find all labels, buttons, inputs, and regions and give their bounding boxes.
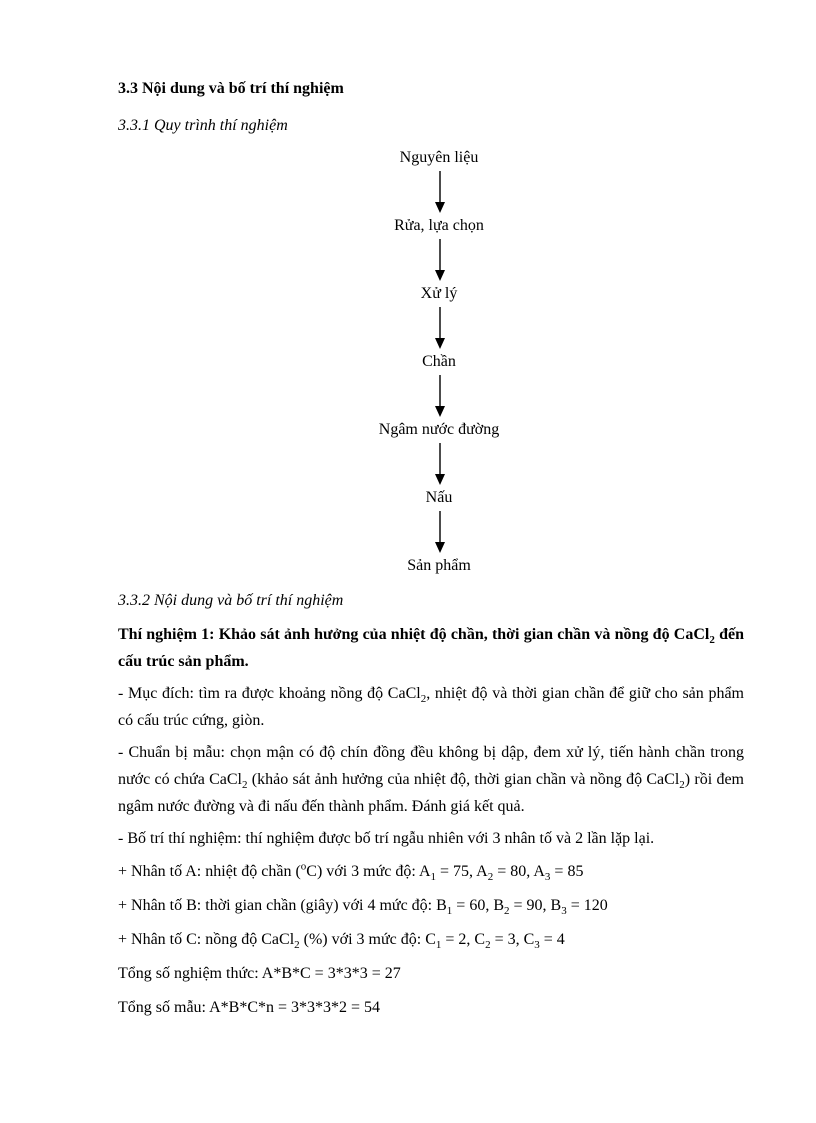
factor-c-line: + Nhân tố C: nồng độ CaCl$_2$ (%) với 3 mức độ: $C_1 = 2$, $C_2 = 3$, $C_3 = 4$ [118,931,565,952]
flow-step-cook: Nấu [425,489,453,506]
flow-arrow-icon [435,443,445,485]
flow-step-process: Xử lý [420,285,458,302]
experiment-title: Thí nghiệm 1: Khảo sát ảnh hưởng của nhiệt độ chần, thời gian chần và nồng độ CaCl$_2$ đến cấu trúc sản phẩm. [118,626,744,670]
flow-arrow-icon [435,171,445,213]
total-treatments-line: Tổng số nghiệm thức: A*B*C = 3*3*3 = 27 [118,965,401,982]
section-title: 3.3 Nội dung và bố trí thí nghiệm [118,80,344,97]
total-samples-line: Tổng số mẫu: A*B*C*n = 3*3*3*2 = 54 [118,999,381,1016]
purpose-paragraph: - Mục đích: tìm ra được khoảng nồng độ CaCl$_2$, nhiệt độ và thời gian chần để giữ cho sản phẩm có cấu trúc cứng, giòn. [118,685,745,729]
factor-b-line: + Nhân tố B: thời gian chần (giây) với 4 mức độ: $B_1 = 60$, $B_2 = 90$, $B_3 = 120$ [118,897,608,918]
factor-a-line: + Nhân tố A: nhiệt độ chần ($^o$C) với 3 mức độ: $A_1 = 75$, $A_2 = 80$, $A_3 = 85$ [118,860,584,884]
flow-arrow-icon [435,307,445,349]
flow-step-soak-syrup: Ngâm nước đường [378,421,500,438]
flow-step-wash-select: Rửa, lựa chọn [394,217,484,234]
sample-prep-paragraph: - Chuẩn bị mẫu: chọn mận có độ chín đồng đều không bị dập, đem xử lý, tiến hành chần trong nước có chứa CaCl$_2$ (khảo sát ảnh hưởng của nhiệt độ, thời gian chần và nồng độ CaCl$_2$) rồi đem ngâm nước đường và đi nấu đến thành phẩm. Đánh giá kết quả. [118,744,744,815]
subsection-title-layout: 3.3.2 Nội dung và bố trí thí nghiệm [118,592,344,609]
flow-arrow-icon [435,239,445,281]
flow-step-raw-material: Nguyên liệu [399,149,479,166]
subsection-title-process: 3.3.1 Quy trình thí nghiệm [118,117,288,134]
flow-step-blanch: Chần [422,353,456,370]
flow-step-product: Sản phẩm [407,557,471,574]
layout-paragraph: - Bố trí thí nghiệm: thí nghiệm được bố trí ngẫu nhiên với 3 nhân tố và 2 lần lặp lại. [118,830,655,847]
flow-arrow-icon [435,375,445,417]
flow-arrow-icon [435,511,445,553]
